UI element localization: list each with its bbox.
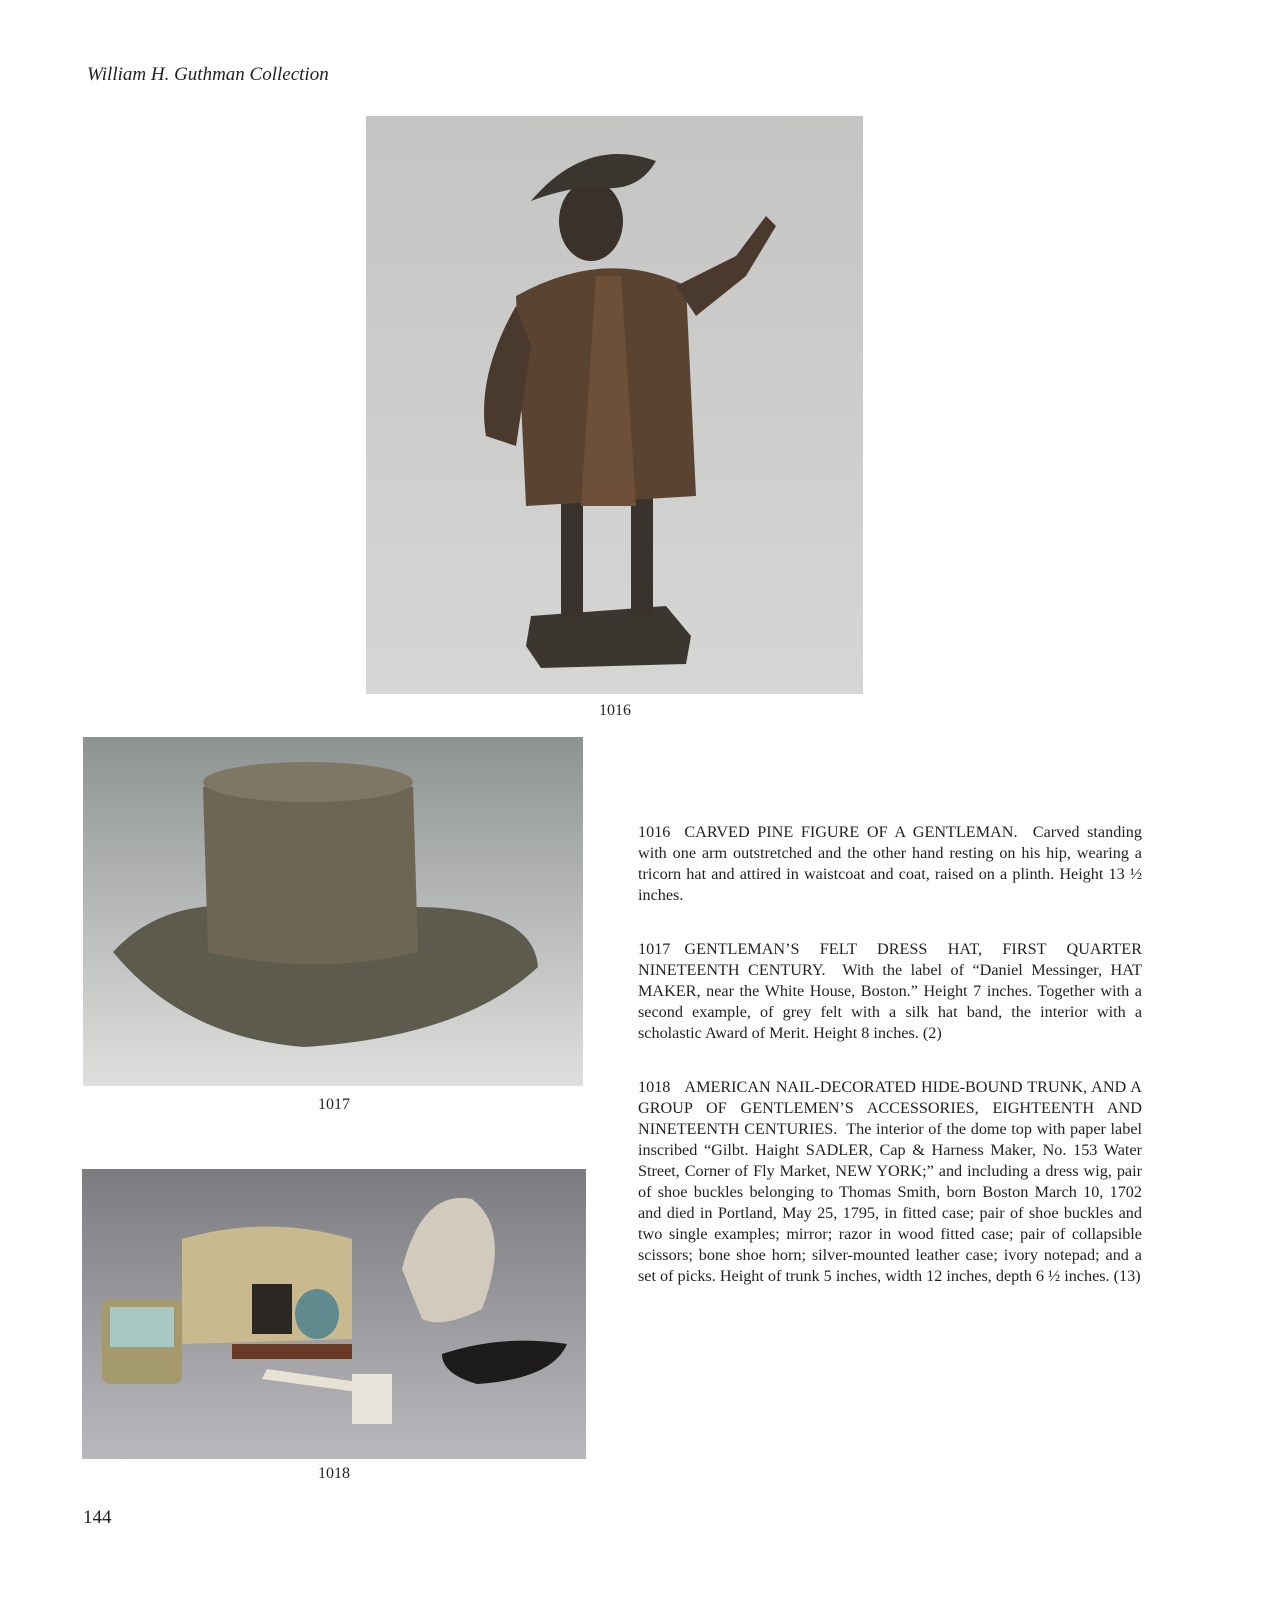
lot-description: Carved standing with one arm outstretched and the other hand resting on his hip, wearing a tricorn hat and attired in waistcoat and coat, raised on a plinth. Height 13 ½ inches.: [638, 823, 1142, 904]
lot-description: With the label of “Daniel Messinger, HAT MAKER, near the White House, Boston.” Height 7 inches. Together with a second example, of grey felt with a silk hat band, the interior with a scholastic Award of Merit. Height 8 inches. (2): [638, 961, 1142, 1042]
lot-entry-1018: [638, 1077, 1142, 1287]
lot-entry-1016: [638, 822, 1142, 906]
lot-number: 1016: [638, 823, 671, 841]
lot-title: GENTLEMAN’S FELT DRESS HAT, FIRST QUARTER NINETEENTH CENTURY.: [638, 940, 1142, 979]
figure-caption-1016: 1016: [599, 702, 631, 719]
running-title: William H. Guthman Collection: [87, 64, 329, 85]
lot-title: CARVED PINE FIGURE OF A GENTLEMAN.: [684, 823, 1018, 841]
lot-description: The interior of the dome top with paper label inscribed “Gilbt. Haight SADLER, Cap & Harness Maker, No. 153 Water Street, Corner of Fly Market, NEW YORK;” and including a dress wig, pair of shoe buckles belonging to Thomas Smith, born Boston March 10, 1702 and died in Portland, May 25, 1795, in fitted case; pair of shoe buckles and two single examples; mirror; razor in wood fitted case; pair of collapsible scissors; bone shoe horn; silver-mounted leather case; ivory notepad; and a set of picks. Height of trunk 5 inches, width 12 inches, depth 6 ½ inches. (13): [638, 1120, 1142, 1285]
photo-carved-figure: [366, 116, 863, 694]
figure-caption-1018: 1018: [318, 1465, 350, 1482]
page-number: 144: [83, 1507, 112, 1528]
lot-number: 1017: [638, 940, 671, 958]
lot-entry-1017: [638, 939, 1142, 1044]
lot-descriptions: [638, 822, 1142, 1320]
lot-title: AMERICAN NAIL-DECORATED HIDE-BOUND TRUNK, AND A GROUP OF GENTLEMEN’S ACCESSORIES, EIGHTEENTH AND NINETEENTH CENTURIES.: [638, 1078, 1142, 1138]
photo-felt-hat: [83, 737, 583, 1086]
figure-caption-1017: 1017: [318, 1096, 350, 1113]
lot-number: 1018: [638, 1078, 671, 1096]
photo-trunk-accessories: [82, 1169, 586, 1459]
